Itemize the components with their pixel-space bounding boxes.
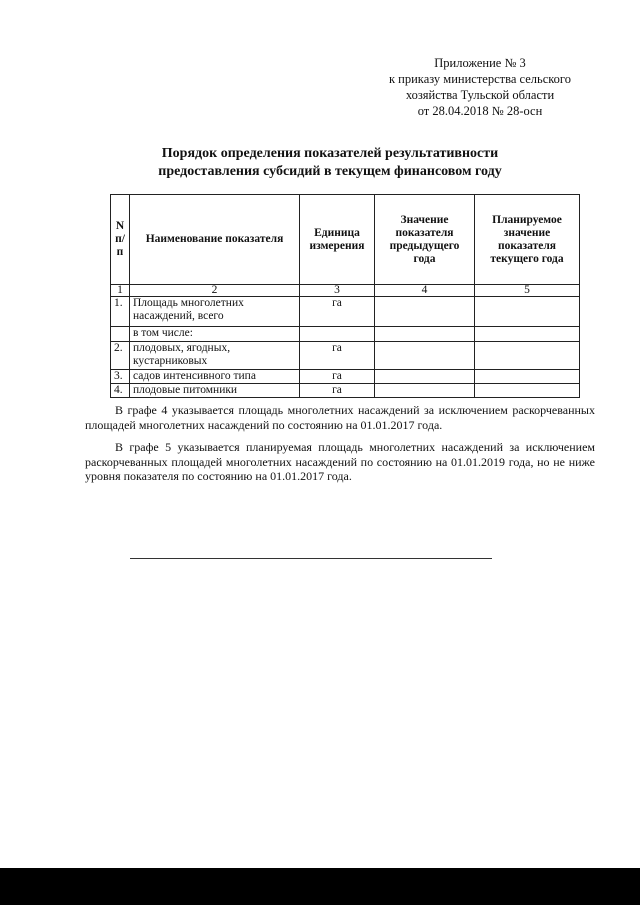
header-plan-current-year: Планируемое значение показателя текущего года — [475, 195, 580, 285]
title-line-2: предоставления субсидий в текущем финансовом году — [158, 164, 502, 179]
row-unit — [300, 327, 375, 342]
row-num: 3. — [111, 370, 130, 384]
row-unit: га — [300, 297, 375, 327]
note-paragraph-1: В графе 4 указывается площадь многолетних насаждений за исключением раскорчеванных площадей многолетних насаждений по состоянию на 01.01.2017 года. — [85, 403, 595, 432]
appendix-line-3: хозяйства Тульской области — [405, 88, 555, 102]
col-number: 2 — [130, 285, 300, 297]
row-name: плодовые питомники — [130, 384, 300, 398]
header-prev-year: Значение показателя предыдущего года — [375, 195, 475, 285]
table-row — [111, 370, 580, 384]
row-unit: га — [300, 384, 375, 398]
row-num: 2. — [111, 342, 130, 370]
table-row — [111, 297, 580, 327]
row-num: 1. — [111, 297, 130, 327]
document-title — [60, 145, 600, 181]
row-prev — [375, 370, 475, 384]
indicators-table — [110, 194, 580, 398]
header-name: Наименование показателя — [130, 195, 300, 285]
row-plan — [475, 327, 580, 342]
row-prev — [375, 384, 475, 398]
table-row — [111, 384, 580, 398]
signature-line — [130, 558, 492, 559]
appendix-line-1: Приложение № 3 — [434, 56, 526, 70]
row-name: плодовых, ягодных, кустарниковых — [130, 342, 300, 370]
header-unit: Единица измерения — [300, 195, 375, 285]
row-name: в том числе: — [130, 327, 300, 342]
col-number: 5 — [475, 285, 580, 297]
column-numbers-row — [111, 285, 580, 297]
row-name: садов интенсивного типа — [130, 370, 300, 384]
row-plan — [475, 297, 580, 327]
row-unit: га — [300, 342, 375, 370]
appendix-line-4: от 28.04.2018 № 28-осн — [417, 104, 543, 118]
row-name: Площадь многолетних насаждений, всего — [130, 297, 300, 327]
row-prev — [375, 327, 475, 342]
row-num — [111, 327, 130, 342]
table-header-row — [111, 195, 580, 285]
title-line-1: Порядок определения показателей результативности — [161, 146, 499, 161]
appendix-header — [360, 55, 600, 119]
col-number: 3 — [300, 285, 375, 297]
row-unit: га — [300, 370, 375, 384]
header-num: N п/п — [111, 195, 130, 285]
row-num: 4. — [111, 384, 130, 398]
table-row — [111, 342, 580, 370]
row-plan — [475, 384, 580, 398]
row-plan — [475, 342, 580, 370]
appendix-line-2: к приказу министерства сельского — [388, 72, 571, 86]
row-prev — [375, 342, 475, 370]
col-number: 1 — [111, 285, 130, 297]
note-paragraph-2: В графе 5 указывается планируемая площадь многолетних насаждений за исключением раскорчеванных площадей многолетних насаждений по состоянию на 01.01.2019 года, но не ниже уровня показателя по состоянию на 01.01.2017 года. — [85, 440, 595, 483]
row-plan — [475, 370, 580, 384]
scan-bottom-border — [0, 868, 640, 905]
table-row — [111, 327, 580, 342]
col-number: 4 — [375, 285, 475, 297]
row-prev — [375, 297, 475, 327]
